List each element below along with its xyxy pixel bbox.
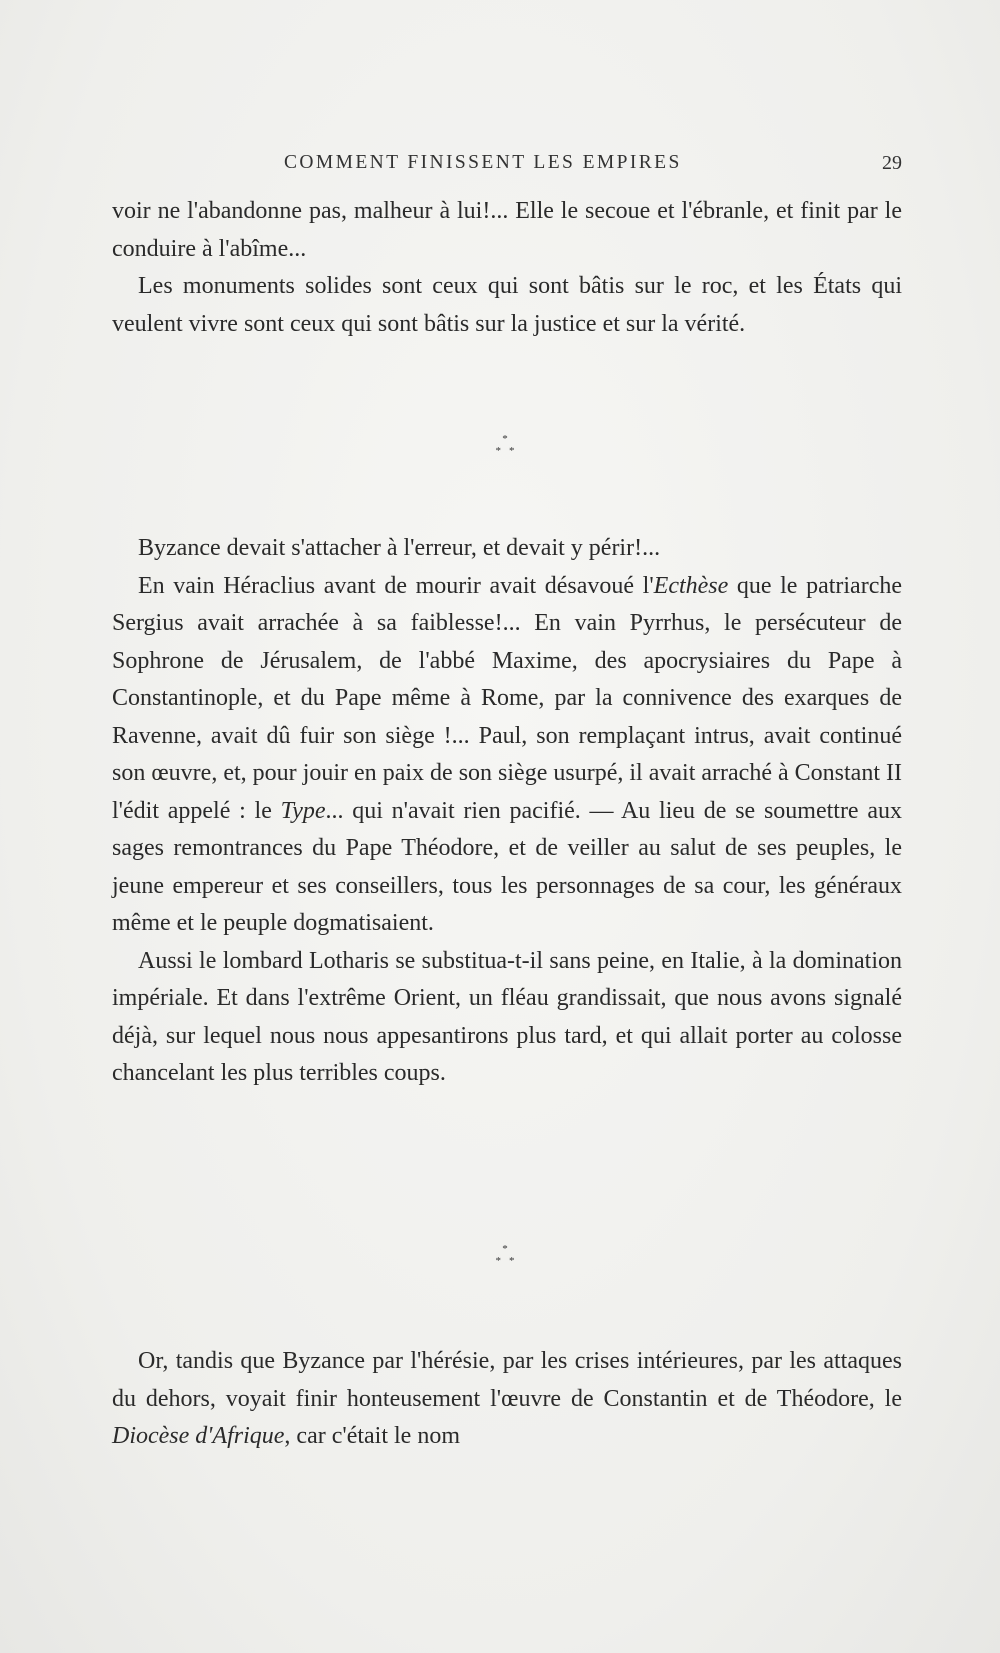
text-section-2 (112, 530, 902, 1093)
page-number: 29 (882, 152, 902, 174)
paragraph-byzance: Byzance devait s'attacher à l'erreur, et devait y périr!... (138, 535, 661, 561)
section-separator-2 (485, 1243, 525, 1283)
text-section-1 (112, 193, 902, 343)
asterism-top: * (502, 1243, 508, 1255)
paragraph-lotharis: Aussi le lombard Lotharis se substitua-t-il sans peine, en Italie, à la domination impériale. Et dans l'extrême Orient, un fléau grandissait, que nous avons signalé déjà, sur lequel nous nous appesantirons plus tard, et qui allait porter au colosse chancelant les plus terribles coups. (112, 947, 902, 1086)
asterism-bottom: ** (495, 1255, 523, 1267)
ecthese-italic: Ecthèse (653, 572, 729, 599)
section-separator-1 (485, 433, 525, 473)
running-title: COMMENT FINISSENT LES EMPIRES (284, 152, 682, 173)
paragraph-diocese: Or, tandis que Byzance par l'hérésie, par les crises intérieures, par les attaques du dehors, voyait finir honteusement l'œuvre de Constantin et de Théodore, le Diocèse d'Afrique, car c'était le nom (112, 1348, 902, 1449)
page-header (112, 152, 902, 182)
diocese-italic: Diocèse d'Afrique (112, 1423, 285, 1449)
text-section-3 (112, 1343, 902, 1456)
paragraph-monuments: Les monuments solides sont ceux qui sont bâtis sur le roc, et les États qui veulent vivre sont ceux qui sont bâtis sur la justice et sur la vérité. (112, 273, 902, 337)
paragraph-heraclius: En vain Héraclius avant de mourir avait désavoué l'Ecthèse que le patriarche Sergius avait arrachée à sa faiblesse!... En vain Pyrrhus, le persécuteur de Sophrone de Jérusalem, de l'abbé Maxime, des apocrysiaires du Pape à Constantinople, et du Pape même à Rome, par la connivence des exarques de Ravenne, avait dû fuir son siège !... Paul, son remplaçant intrus, avait continué son œuvre, et, pour jouir en paix de son siège usurpé, il avait arraché à Constant II l'édit appelé : le Type... qui n'avait rien pacifié. — Au lieu de se soumettre aux sages remontrances du Pape Théodore, et de veiller au salut de ses peuples, le jeune empereur et ses conseillers, tous les personnages de sa cour, les généraux même et le peuple dogmatisaient. (112, 572, 902, 936)
paragraph-continuation: voir ne l'abandonne pas, malheur à lui!... Elle le secoue et l'ébranle, et finit par le conduire à l'abîme... (112, 198, 902, 262)
type-italic: Type (280, 797, 326, 824)
asterism-bottom: ** (495, 445, 523, 457)
asterism-top: * (502, 433, 508, 445)
